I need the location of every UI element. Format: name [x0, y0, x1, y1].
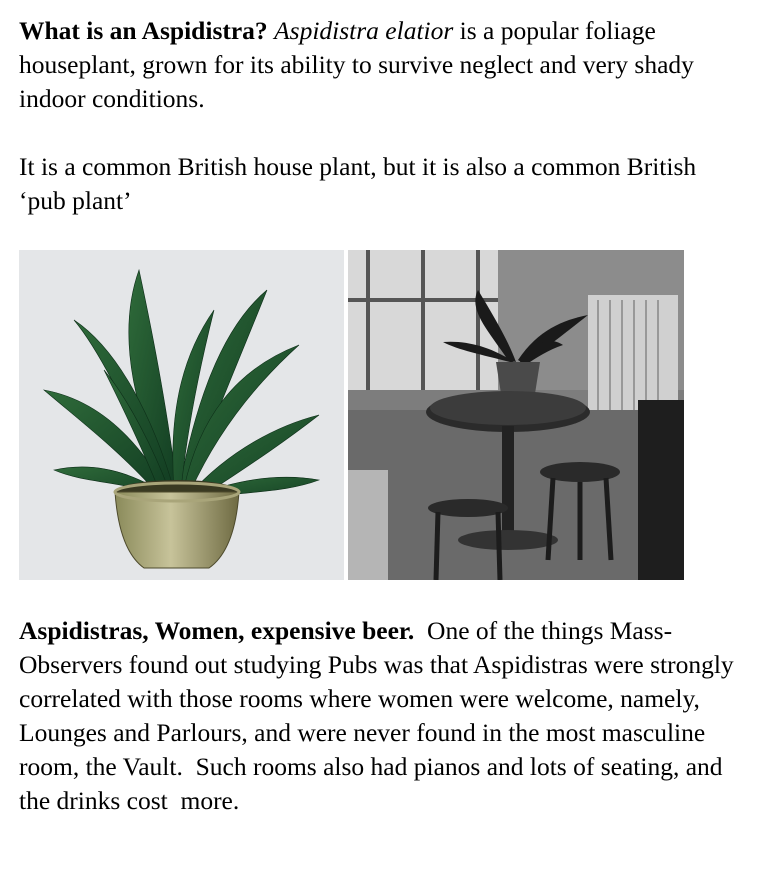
bench [348, 470, 388, 580]
leaves [44, 270, 319, 502]
pub-interior-photo [348, 250, 684, 580]
piano [638, 400, 684, 580]
pub-note-paragraph: It is a common British house plant, but it is also a common British ‘pub plant’ [19, 152, 697, 215]
section-text: One of the things Mass-Observers found out studying Pubs was that Aspidistras were strongly correlated with those rooms where women were welcome, namely, Lounges and Parlours, and were never found in the most masculine room, the Vault. Such rooms also had pianos and lots of seating, and the drinks cost more. [19, 616, 741, 815]
section-paragraph [19, 614, 739, 818]
potted-aspidistra-photo [19, 250, 344, 580]
intro-heading: What is an Aspidistra? [19, 16, 268, 45]
section-heading: Aspidistras, Women, expensive beer. [19, 616, 415, 645]
intro-text: is a popular foliage houseplant, grown for its ability to survive neglect and very shady indoor conditions. [19, 16, 694, 113]
pot [115, 492, 239, 568]
species-name: Aspidistra elatior [274, 16, 454, 45]
intro-paragraph [19, 14, 739, 116]
